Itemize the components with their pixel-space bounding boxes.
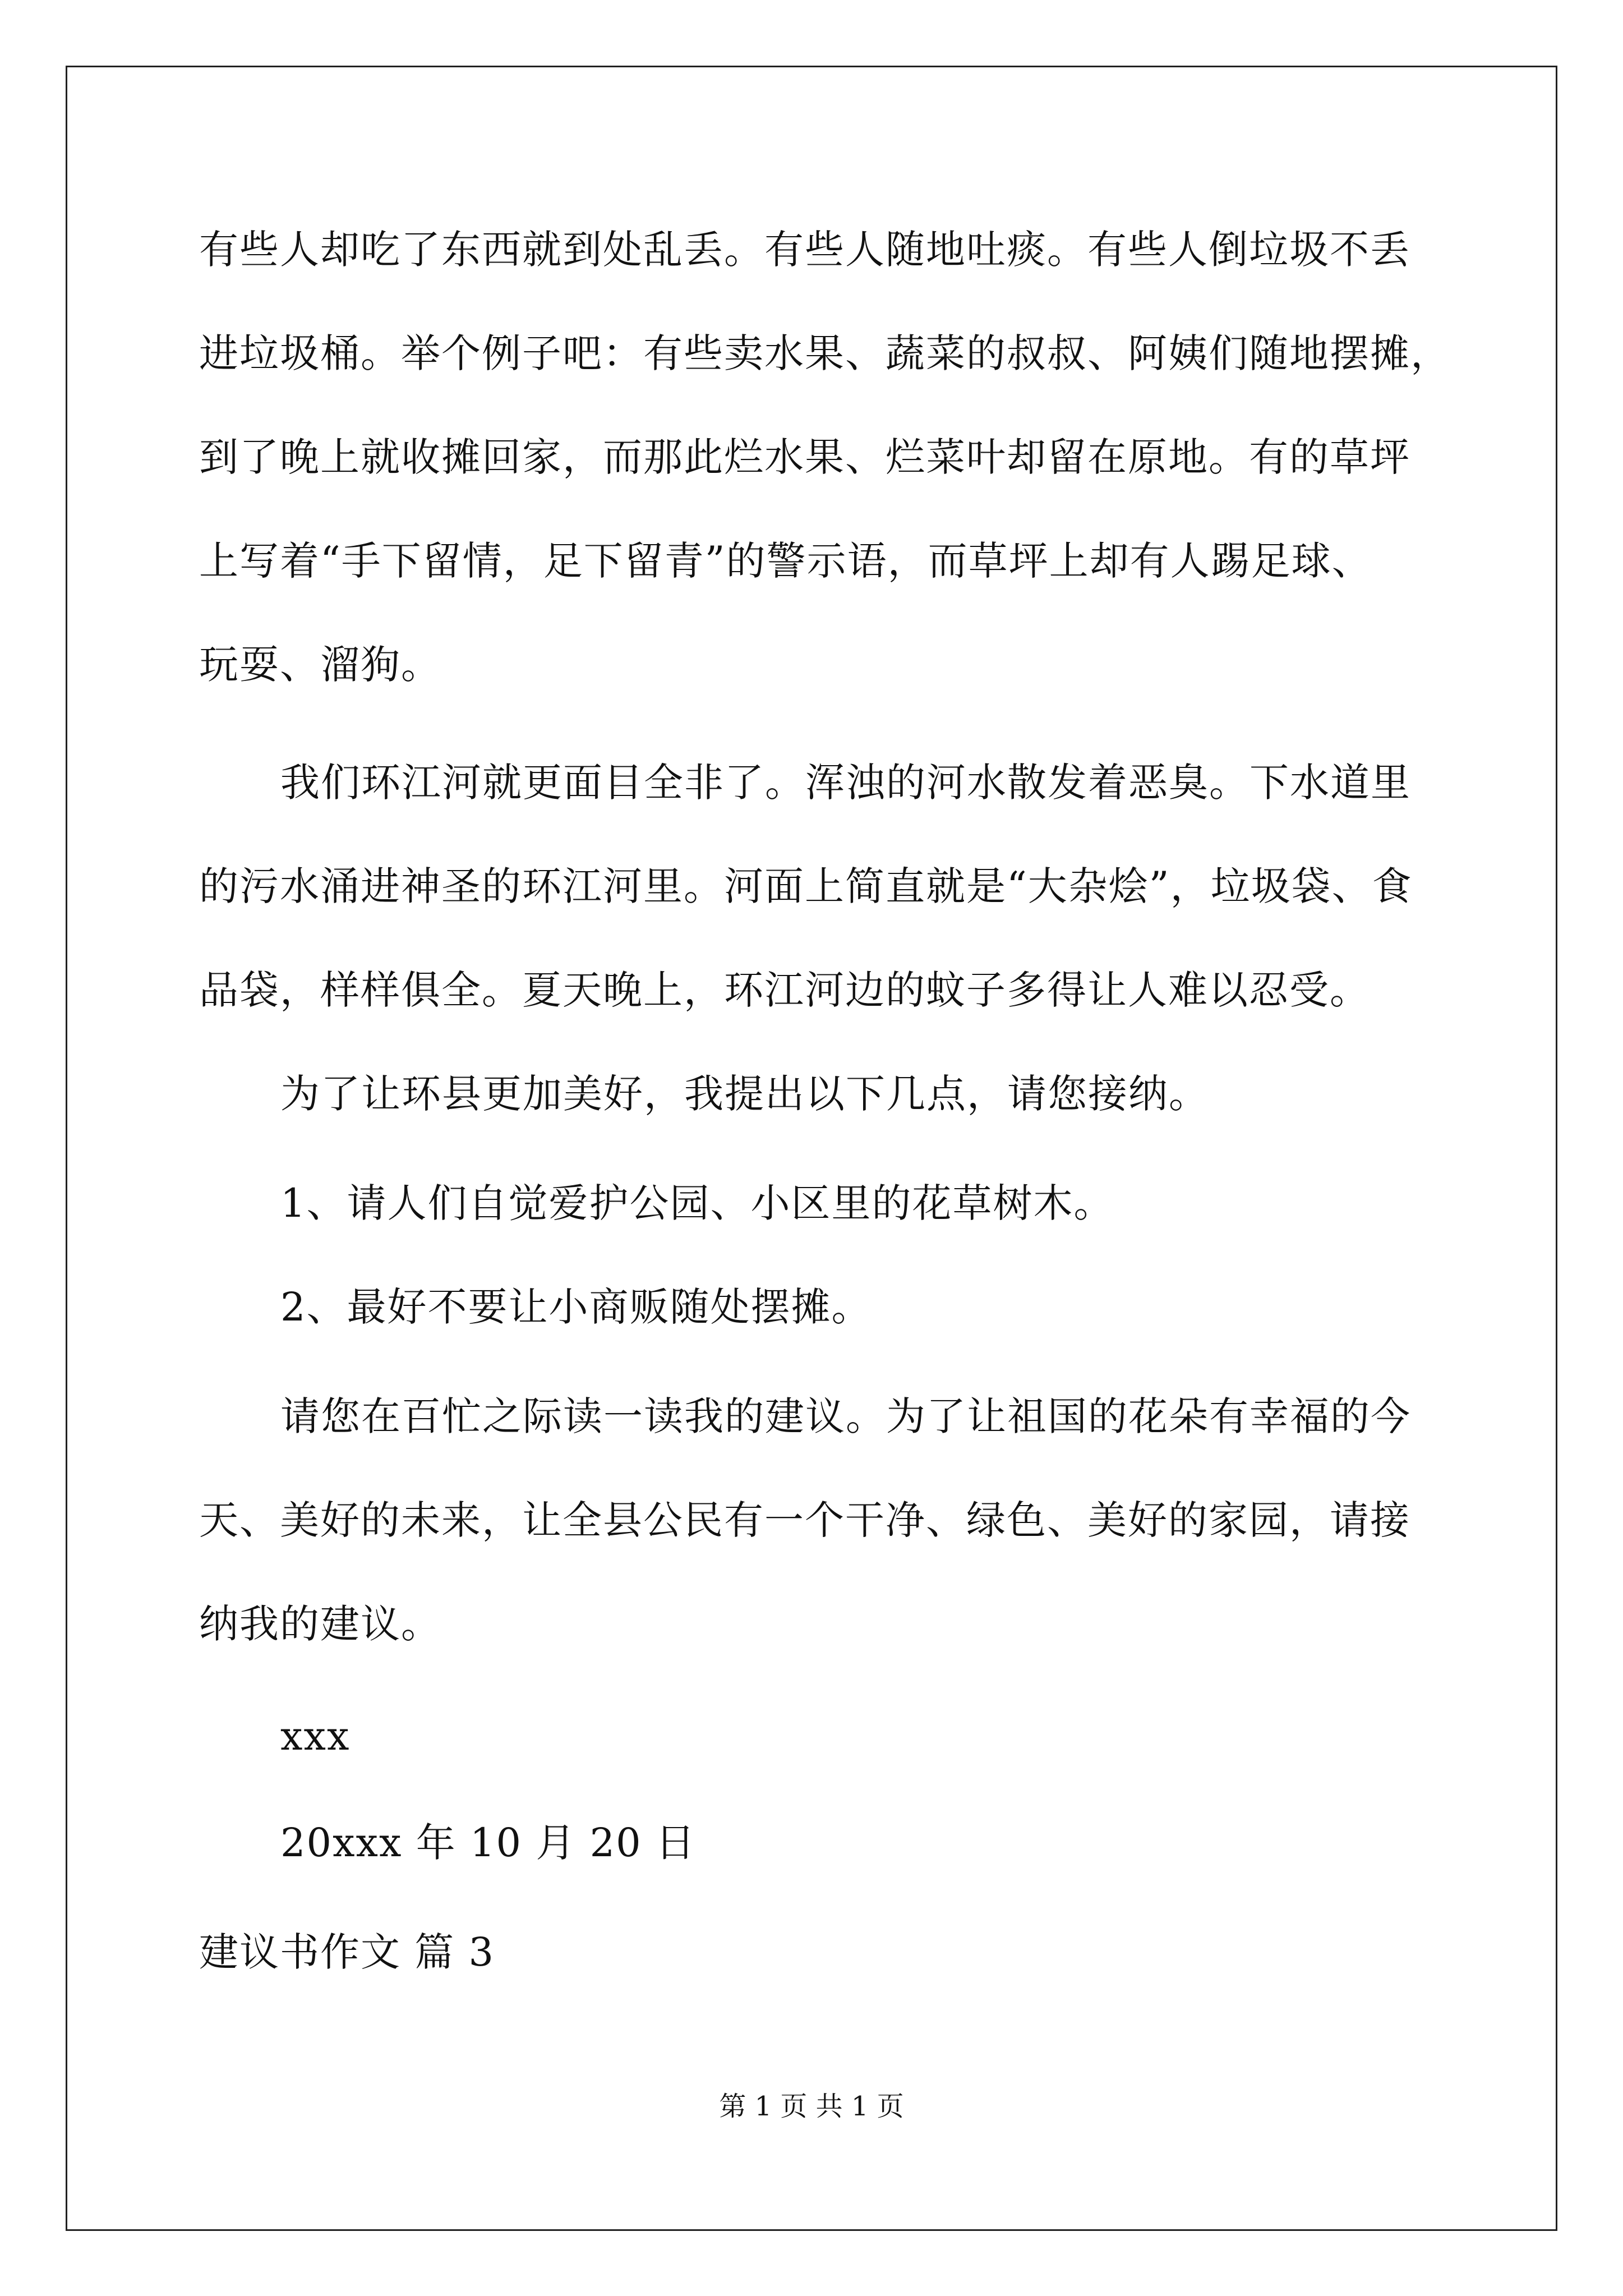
body-line-12: 请您在百忙之际读一读我的建议。为了让祖国的花朵有幸福的今 xyxy=(280,1393,1411,1439)
page-border xyxy=(66,66,1557,2231)
signature: xxx xyxy=(280,1713,351,1759)
body-line-2: 进垃圾桶。举个例子吧：有些卖水果、蔬菜的叔叔、阿姨们随地摆摊， xyxy=(199,330,1451,376)
body-line-4: 上写着“手下留情，足下留青”的警示语，而草坪上却有人踢足球、 xyxy=(199,538,1372,584)
body-line-13: 天、美好的未来，让全县公民有一个干净、绿色、美好的家园，请接 xyxy=(199,1497,1410,1543)
section-heading: 建议书作文 篇 3 xyxy=(199,1929,495,1975)
body-line-1: 有些人却吃了东西就到处乱丢。有些人随地吐痰。有些人倒垃圾不丢 xyxy=(199,227,1410,273)
list-item-2: 2、最好不要让小商贩随处摆摊。 xyxy=(280,1284,872,1330)
body-line-3: 到了晚上就收摊回家，而那此烂水果、烂菜叶却留在原地。有的草坪 xyxy=(199,434,1410,480)
body-line-8: 品袋，样样俱全。夏天晚上，环江河边的蚊子多得让人难以忍受。 xyxy=(199,967,1370,1013)
body-line-7: 的污水涌进神圣的环江河里。河面上简直就是“大杂烩”，垃圾袋、食 xyxy=(199,863,1413,909)
body-line-9: 为了让环县更加美好，我提出以下几点，请您接纳。 xyxy=(280,1071,1209,1117)
body-line-6: 我们环江河就更面目全非了。浑浊的河水散发着恶臭。下水道里 xyxy=(280,760,1411,806)
body-line-14: 纳我的建议。 xyxy=(199,1601,441,1647)
page-footer: 第 1 页 共 1 页 xyxy=(719,2091,904,2122)
list-item-1: 1、请人们自觉爱护公园、小区里的花草树木。 xyxy=(280,1180,1114,1226)
body-line-5: 玩耍、溜狗。 xyxy=(199,642,441,688)
date-line: 20xxx 年 10 月 20 日 xyxy=(280,1820,696,1866)
